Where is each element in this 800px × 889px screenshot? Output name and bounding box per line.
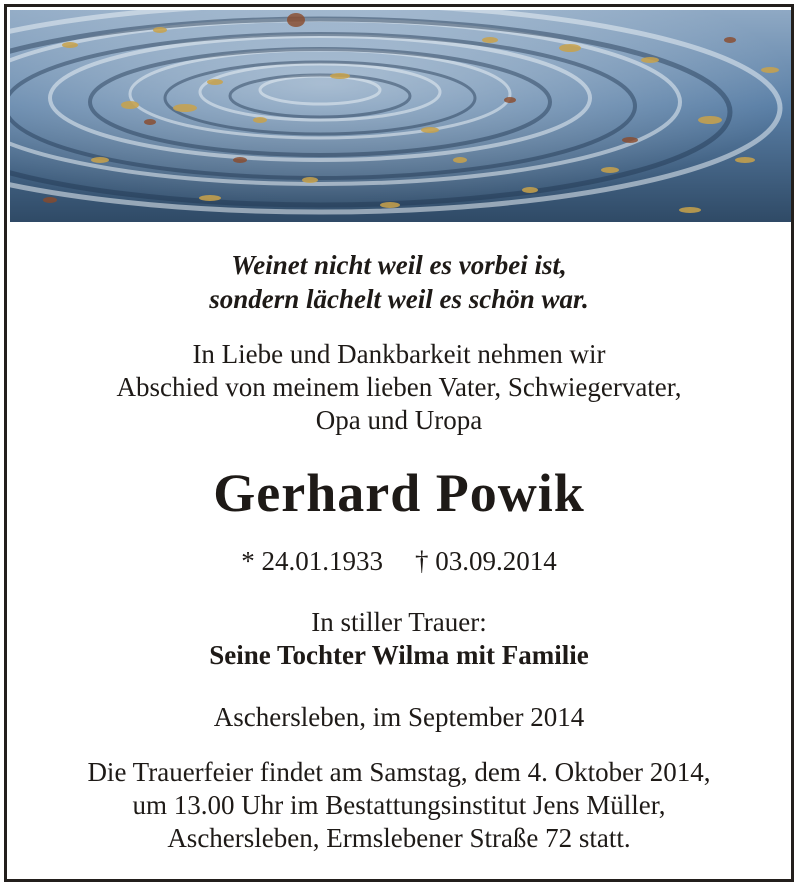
funeral-line-1: Die Trauerfeier findet am Samstag, dem 4. Oktober 2014, (87, 757, 711, 787)
deceased-name: Gerhard Powik (213, 463, 585, 523)
mourners-heading: In stiller Trauer: (311, 607, 487, 637)
funeral-line-2: um 13.00 Uhr im Bestattungsinstitut Jens Müller, (132, 790, 666, 820)
water-ripples-image (10, 10, 794, 222)
intro-line-2: Abschied von meinem lieben Vater, Schwiegervater, (116, 372, 682, 402)
intro-line-3: Opa und Uropa (315, 405, 483, 435)
mourners-names: Seine Tochter Wilma mit Familie (209, 640, 589, 670)
funeral-line-3: Aschersleben, Ermslebener Straße 72 statt. (167, 823, 631, 853)
birth-date: * 24.01.1933 (241, 546, 383, 576)
intro-line-1: In Liebe und Dankbarkeit nehmen wir (192, 339, 606, 369)
verse-line-1: Weinet nicht weil es vorbei ist, (231, 250, 567, 280)
obituary-frame (4, 4, 794, 882)
verse-line-2: sondern lächelt weil es schön war. (209, 284, 589, 314)
life-dates (7, 546, 791, 577)
place-date: Aschersleben, im September 2014 (213, 702, 585, 732)
death-date: † 03.09.2014 (415, 546, 557, 576)
